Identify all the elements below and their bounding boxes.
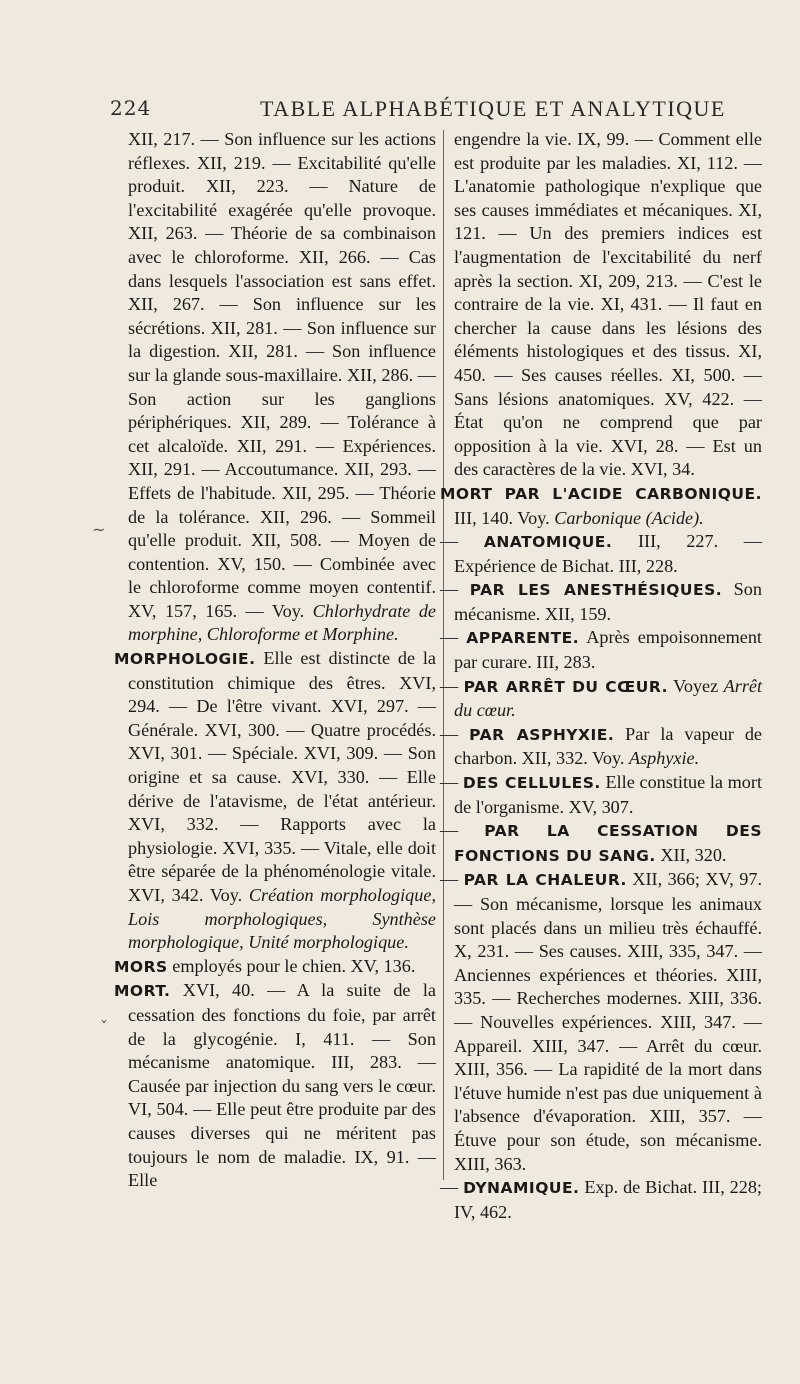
sub-entry-anesthesiques	[440, 578, 762, 626]
margin-mark: ˇ	[100, 1018, 108, 1037]
entry-text: XII, 320.	[655, 844, 727, 865]
index-entry-morphologie	[114, 647, 436, 955]
entry-crossref: Chlorhydrate de morphine, Chloroforme et Morphine.	[128, 600, 436, 645]
sub-entry-cessation-fonctions-sang	[440, 819, 762, 868]
entry-text: Après empoisonnement par curare. III, 283.	[454, 627, 762, 673]
entry-headword: PAR LA CESSATION DES FONCTIONS DU SANG.	[454, 822, 762, 865]
running-title: TABLE ALPHABÉTIQUE ET ANALYTIQUE	[260, 96, 726, 121]
entry-headword: MORT PAR L'ACIDE CARBONIQUE.	[440, 484, 762, 503]
entry-headword: DYNAMIQUE.	[463, 1179, 580, 1198]
entry-headword: MORS	[114, 957, 168, 976]
entry-dash: —	[440, 579, 470, 600]
page-number: 224	[110, 96, 152, 120]
entry-dash: —	[440, 1177, 464, 1198]
entry-crossref: Carbonique (Acide).	[554, 507, 704, 528]
entry-headword: ANATOMIQUE.	[483, 533, 613, 552]
entry-text: engendre la vie. IX, 99. — Comment elle est produite par les maladies. XI, 112. — L'anatomie pathologique n'explique que ses causes immédiates et mécaniques. XI, 121. — Un des premiers indices est l'augmentation de l'excitabilité du nerf après la section. XI, 209, 213. — C'est le contraire de la vie. XI, 431. — Il faut en chercher la cause dans les lésions des éléments histologiques et des tissus. XI, 450. — Ses causes réelles. XI, 500. — Sans lésions anatomiques. XV, 422. — État qu'on ne comprend que par opposition à la vie. XVI, 28. — Est un des caractères de la vie. XVI, 34.	[454, 129, 762, 480]
entry-headword: APPARENTE.	[466, 629, 580, 648]
entry-text: Elle constitue la mort de l'organisme. XV, 307.	[454, 772, 763, 817]
entry-crossref: Asphyxie.	[628, 748, 700, 769]
index-entry-continuation	[454, 128, 762, 482]
entry-headword: PAR LA CHALEUR.	[463, 871, 627, 890]
entry-headword: DES CELLULES.	[462, 774, 601, 793]
entry-text: Elle est distincte de la constitution chimique des êtres. XVI, 294. — De l'être vivant. XVI, 297. — Générale. XVI, 300. — Quatre procédés. XVI, 301. — Spéciale. XVI, 309. — Son origine et sa cause. XVI, 330. — Elle dérive de l'atavisme, de l'état antérieur. XVI, 332. — Rapports avec la physiologie. XVI, 335. — Vitale, elle doit être séparée de la phénoménologie vitale. XVI, 342. Voy.	[128, 648, 436, 905]
right-column	[440, 128, 763, 1224]
margin-mark: ~	[92, 520, 106, 539]
entry-text: Son mécanisme. XII, 159.	[454, 579, 762, 624]
entry-text: Exp. de Bichat. III, 228; IV, 462.	[454, 1177, 762, 1222]
index-entry-continuation	[128, 128, 436, 647]
entry-text: III, 227. — Expérience de Bichat. III, 228.	[454, 531, 762, 576]
entry-text: XII, 217. — Son influence sur les actions réflexes. XII, 219. — Excitabilité qu'elle produit. XII, 223. — Nature de l'excitabilité exagérée qu'elle provoque. XII, 263. — Théorie de sa combinaison avec le chloroforme. XII, 266. — Cas dans lesquels l'association est sans effet. XII, 267. — Son influence sur les sécrétions. XII, 281. — Son influence sur la digestion. XII, 281. — Son influence sur la glande sous-maxillaire. XII, 286. — Son action sur les ganglions périphériques. XII, 289. — Tolérance à cet alcaloïde. XII, 291. — Expériences. XII, 291. — Accoutumance. XII, 293. — Effets de l'habitude. XII, 295. — Théorie de la tolérance. XII, 296. — Sommeil qu'elle produit. XII, 508. — Moyen de contention. XV, 150. — Combinée avec le chloroforme comme moyen contentif. XV, 157, 165. — Voy.	[128, 129, 436, 621]
entry-headword: PAR ARRÊT DU CŒUR.	[463, 677, 668, 696]
index-entry-mort	[114, 979, 436, 1192]
entry-dash: —	[440, 869, 464, 890]
entry-headword: MORPHOLOGIE.	[114, 650, 256, 669]
entry-dash: —	[440, 531, 484, 552]
entry-dash: —	[440, 820, 485, 841]
entry-dash: —	[440, 627, 467, 648]
entry-text: Par la vapeur de charbon. XII, 332. Voy.	[454, 723, 762, 769]
entry-headword: PAR ASPHYXIE.	[469, 725, 615, 744]
entry-text: XVI, 40. — A la suite de la cessation des fonctions du foie, par arrêt de la glycogénie. I, 411. — Son mécanisme anatomique. III, 283. — Causée par injection du sang vers le cœur. VI, 504. — Elle peut être produite par des causes diverses qui ne méritent pas toujours le nom de maladie. IX, 91. — Elle	[128, 980, 436, 1191]
entry-text: III, 140. Voy.	[454, 507, 555, 528]
sub-entry-anatomique	[440, 530, 762, 578]
entry-headword: MORT.	[114, 982, 171, 1001]
entry-crossref: Création morphologique, Lois morphologiques, Synthèse morphologique, Unité morphologique.	[128, 885, 436, 953]
entry-headword: PAR LES ANESTHÉSIQUES.	[469, 581, 723, 600]
running-header	[110, 96, 740, 126]
entry-text: employés pour le chien. XV, 136.	[167, 955, 416, 976]
entry-crossref: Arrêt du cœur.	[454, 675, 763, 721]
sub-entry-cellules	[440, 771, 762, 819]
entry-text: XII, 366; XV, 97. — Son mécanisme, lorsque les animaux sont placés dans un milieu très échauffé. X, 231. — Ses causes. XIII, 335, 347. — Anciennes expériences et théories. XIII, 335. — Recherches modernes. XIII, 336. — Nouvelles expériences. XIII, 347. — Appareil. XIII, 347. — Arrêt du cœur. XIII, 356. — La rapidité de la mort dans l'étuve humide n'est pas due uniquement à l'absence d'évaporation. XIII, 357. — Étuve pour son étude, son mécanisme. XIII, 363.	[454, 869, 762, 1174]
entry-dash: —	[440, 772, 463, 793]
sub-entry-chaleur	[440, 868, 762, 1176]
left-column	[114, 128, 436, 1193]
sub-entry-apparente	[440, 626, 762, 674]
index-entry-mort-acide-carbonique	[440, 482, 762, 530]
entry-text: Voyez	[667, 675, 724, 696]
sub-entry-dynamique	[440, 1176, 762, 1224]
sub-entry-arret-du-coeur	[440, 675, 762, 723]
index-entry-mors	[114, 955, 436, 980]
entry-dash: —	[440, 675, 464, 696]
sub-entry-asphyxie	[440, 723, 762, 771]
entry-dash: —	[440, 723, 470, 744]
